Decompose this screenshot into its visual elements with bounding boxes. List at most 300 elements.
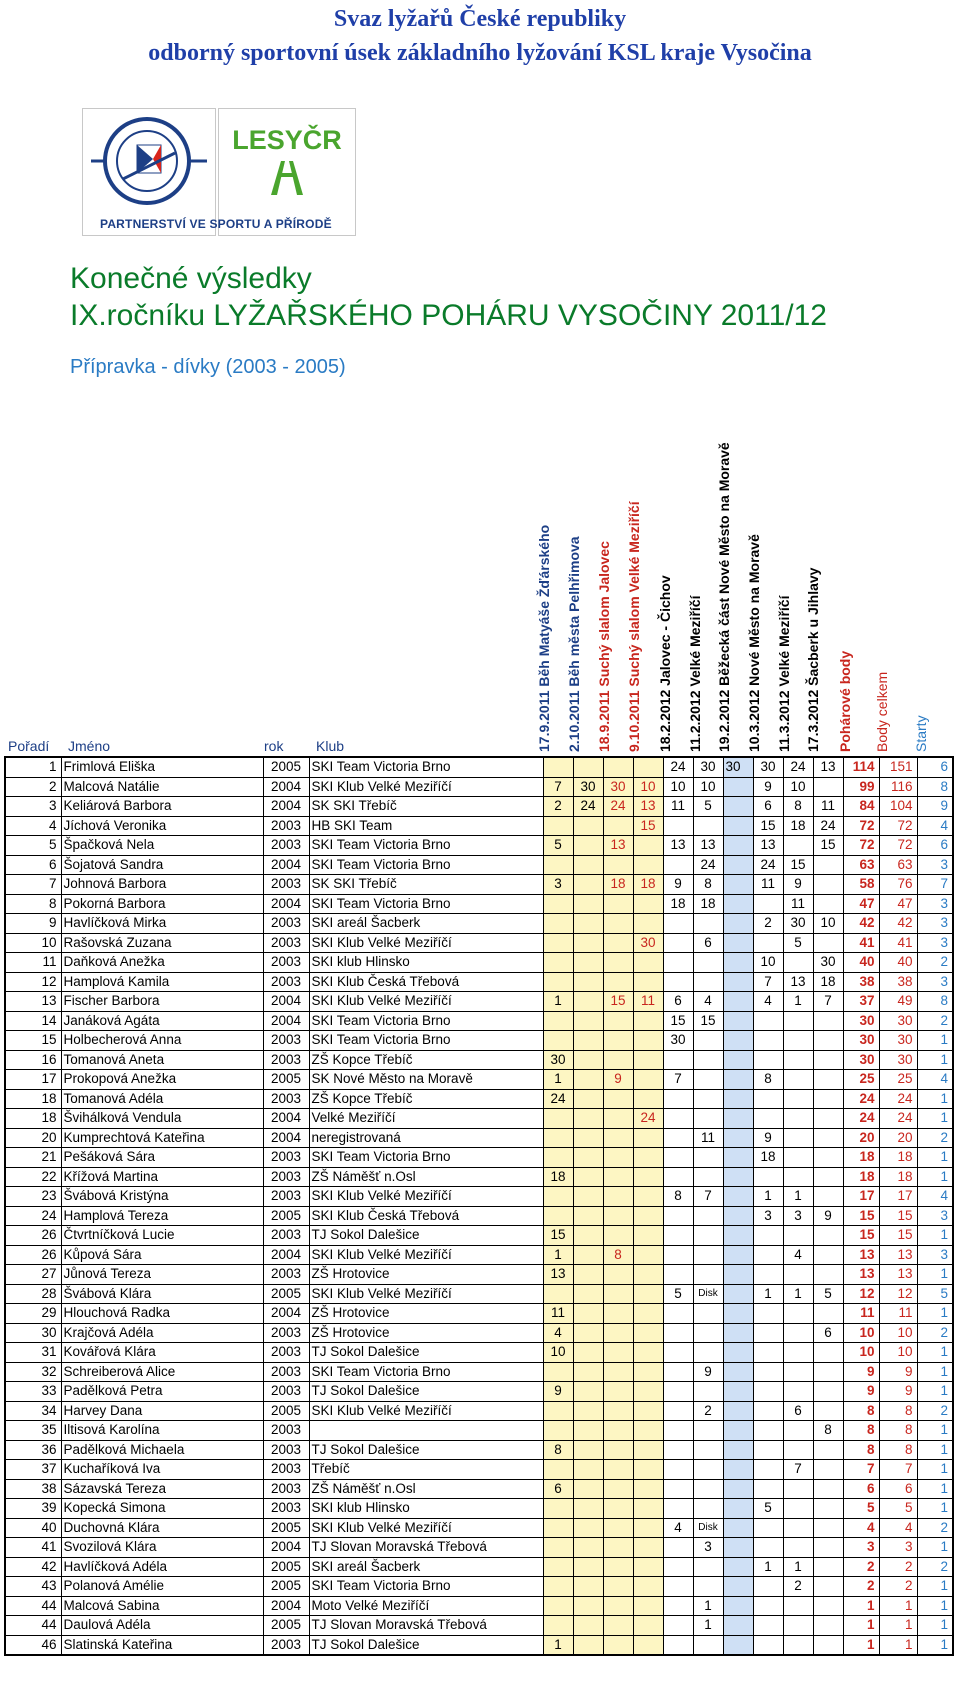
cell-total-points: 24 — [879, 1089, 917, 1109]
sls-emblem-icon — [83, 109, 215, 209]
cell-race-9: 7 — [783, 1460, 813, 1480]
cell-race-6: 10 — [693, 777, 723, 797]
table-row — [5, 1382, 953, 1402]
cell-rank: 6 — [5, 855, 61, 875]
cell-race-2 — [573, 816, 603, 836]
cell-starts: 1 — [917, 1089, 953, 1109]
cell-rank: 24 — [5, 1206, 61, 1226]
cell-race-10 — [813, 1382, 843, 1402]
cell-year: 2003 — [263, 933, 309, 953]
cell-race-2 — [573, 1304, 603, 1324]
cell-race-5: 7 — [663, 1070, 693, 1090]
cell-total-points: 1 — [879, 1635, 917, 1655]
cell-race-7 — [723, 933, 753, 953]
cell-race-5: 30 — [663, 1031, 693, 1051]
cell-race-8: 7 — [753, 972, 783, 992]
cell-race-5: 5 — [663, 1284, 693, 1304]
cell-year: 2003 — [263, 1031, 309, 1051]
cell-total-points: 104 — [879, 797, 917, 817]
cell-race-8: 3 — [753, 1206, 783, 1226]
cell-race-8 — [753, 1382, 783, 1402]
cell-club: ZŠ Hrotovice — [309, 1265, 543, 1285]
cell-race-3: 18 — [603, 875, 633, 895]
cell-club: ZŠ Hrotovice — [309, 1304, 543, 1324]
cell-race-10 — [813, 1245, 843, 1265]
cell-race-1: 4 — [543, 1323, 573, 1343]
cell-year: 2004 — [263, 1596, 309, 1616]
cell-race-2 — [573, 1460, 603, 1480]
cell-race-8 — [753, 894, 783, 914]
cell-race-6 — [693, 953, 723, 973]
cell-club: SKI Klub Velké Meziříčí — [309, 1284, 543, 1304]
cell-race-10 — [813, 1109, 843, 1129]
cell-race-6 — [693, 1089, 723, 1109]
cell-race-5 — [663, 1479, 693, 1499]
cell-cup-points: 15 — [843, 1206, 879, 1226]
cell-race-2 — [573, 1440, 603, 1460]
cell-race-1: 15 — [543, 1226, 573, 1246]
cell-rank: 7 — [5, 875, 61, 895]
cell-race-6 — [693, 914, 723, 934]
cell-club: TJ Sokol Dalešice — [309, 1635, 543, 1655]
cell-race-2 — [573, 855, 603, 875]
cell-race-3 — [603, 1148, 633, 1168]
cell-race-4 — [633, 1304, 663, 1324]
cell-race-7 — [723, 1479, 753, 1499]
cell-name: Šojatová Sandra — [61, 855, 263, 875]
cell-race-10 — [813, 1401, 843, 1421]
cell-race-2 — [573, 1499, 603, 1519]
cell-race-1 — [543, 816, 573, 836]
cell-race-6 — [693, 1577, 723, 1597]
cell-race-10: 5 — [813, 1284, 843, 1304]
cell-race-7 — [723, 855, 753, 875]
col-header-year: rok — [264, 738, 284, 754]
cell-race-6: 15 — [693, 1011, 723, 1031]
cell-race-1 — [543, 855, 573, 875]
cell-race-9 — [783, 1304, 813, 1324]
cell-total-points: 10 — [879, 1343, 917, 1363]
cell-name: Schreiberová Alice — [61, 1362, 263, 1382]
cell-race-5 — [663, 1362, 693, 1382]
cell-race-6: 1 — [693, 1596, 723, 1616]
cell-race-6 — [693, 1148, 723, 1168]
cell-race-1 — [543, 1187, 573, 1207]
cell-cup-points: 42 — [843, 914, 879, 934]
table-row — [5, 1499, 953, 1519]
results-table — [4, 756, 954, 1656]
cell-year: 2003 — [263, 1382, 309, 1402]
cell-race-3 — [603, 1440, 633, 1460]
cell-race-6: Disk — [693, 1518, 723, 1538]
cell-race-2 — [573, 894, 603, 914]
cell-cup-points: 2 — [843, 1557, 879, 1577]
cell-race-7 — [723, 1070, 753, 1090]
cell-rank: 20 — [5, 1128, 61, 1148]
cell-year: 2005 — [263, 757, 309, 777]
cell-starts: 3 — [917, 972, 953, 992]
table-row — [5, 1304, 953, 1324]
cell-race-9 — [783, 1382, 813, 1402]
cell-race-1 — [543, 1596, 573, 1616]
cell-race-5: 13 — [663, 836, 693, 856]
cell-starts: 1 — [917, 1343, 953, 1363]
cell-cup-points: 1 — [843, 1616, 879, 1636]
cell-rank: 36 — [5, 1440, 61, 1460]
cell-club: SKI Team Victoria Brno — [309, 836, 543, 856]
cell-starts: 7 — [917, 875, 953, 895]
cell-cup-points: 84 — [843, 797, 879, 817]
cell-race-9 — [783, 1518, 813, 1538]
cell-race-9 — [783, 1089, 813, 1109]
cell-race-6: 5 — [693, 797, 723, 817]
cell-starts: 1 — [917, 1499, 953, 1519]
cell-name: Švábová Klára — [61, 1284, 263, 1304]
cell-rank: 1 — [5, 757, 61, 777]
cell-race-1: 7 — [543, 777, 573, 797]
cell-race-7 — [723, 1635, 753, 1655]
cell-race-1: 8 — [543, 1440, 573, 1460]
cell-year: 2003 — [263, 1187, 309, 1207]
cell-race-1 — [543, 1518, 573, 1538]
cell-race-3 — [603, 1596, 633, 1616]
cell-club: neregistrovaná — [309, 1128, 543, 1148]
cell-race-6: 9 — [693, 1362, 723, 1382]
cell-club: SKI Klub Velké Meziříčí — [309, 1245, 543, 1265]
cell-race-7 — [723, 1421, 753, 1441]
cell-race-5 — [663, 1460, 693, 1480]
cell-race-1: 5 — [543, 836, 573, 856]
cell-rank: 41 — [5, 1538, 61, 1558]
cell-starts: 3 — [917, 1206, 953, 1226]
cell-rank: 34 — [5, 1401, 61, 1421]
cell-cup-points: 40 — [843, 953, 879, 973]
cell-race-6 — [693, 1635, 723, 1655]
cell-race-8 — [753, 1343, 783, 1363]
cell-name: Daulová Adéla — [61, 1616, 263, 1636]
cell-race-6 — [693, 1557, 723, 1577]
cell-race-6 — [693, 1265, 723, 1285]
cell-race-4 — [633, 1011, 663, 1031]
cell-total-points: 3 — [879, 1538, 917, 1558]
cell-year: 2003 — [263, 972, 309, 992]
cell-race-1 — [543, 1148, 573, 1168]
cell-race-2 — [573, 1557, 603, 1577]
cell-race-10: 24 — [813, 816, 843, 836]
cell-race-9: 1 — [783, 1284, 813, 1304]
cell-club: SKI klub Hlinsko — [309, 953, 543, 973]
cell-race-10 — [813, 1304, 843, 1324]
cell-race-2 — [573, 1616, 603, 1636]
cell-name: Jíchová Veronika — [61, 816, 263, 836]
cell-race-2 — [573, 1596, 603, 1616]
cell-race-8 — [753, 1421, 783, 1441]
cell-race-1 — [543, 1109, 573, 1129]
cell-total-points: 7 — [879, 1460, 917, 1480]
cell-year: 2004 — [263, 1245, 309, 1265]
cell-cup-points: 15 — [843, 1226, 879, 1246]
cell-total-points: 42 — [879, 914, 917, 934]
cell-race-9 — [783, 953, 813, 973]
cell-rank: 3 — [5, 797, 61, 817]
cell-race-9 — [783, 1148, 813, 1168]
cell-race-9 — [783, 1323, 813, 1343]
cell-race-6 — [693, 1245, 723, 1265]
cell-race-2 — [573, 1577, 603, 1597]
cell-name: Krajčová Adéla — [61, 1323, 263, 1343]
cell-race-1 — [543, 1499, 573, 1519]
cell-race-6 — [693, 1499, 723, 1519]
cell-race-10 — [813, 1070, 843, 1090]
cell-club: SKI Team Victoria Brno — [309, 855, 543, 875]
cell-race-8 — [753, 1362, 783, 1382]
cell-race-3 — [603, 1323, 633, 1343]
table-row — [5, 1245, 953, 1265]
cell-race-8 — [753, 1479, 783, 1499]
cell-race-1: 1 — [543, 992, 573, 1012]
cell-total-points: 17 — [879, 1187, 917, 1207]
cell-race-10 — [813, 1557, 843, 1577]
cell-race-4 — [633, 1499, 663, 1519]
cell-race-8 — [753, 1323, 783, 1343]
cell-starts: 1 — [917, 1460, 953, 1480]
cell-race-5 — [663, 1557, 693, 1577]
cell-race-9 — [783, 1538, 813, 1558]
cell-name: Tomanová Adéla — [61, 1089, 263, 1109]
cell-race-1: 2 — [543, 797, 573, 817]
cell-race-4 — [633, 1343, 663, 1363]
cell-cup-points: 30 — [843, 1031, 879, 1051]
table-row — [5, 1616, 953, 1636]
cell-race-1: 30 — [543, 1050, 573, 1070]
cell-race-3 — [603, 1031, 633, 1051]
cell-year: 2005 — [263, 1206, 309, 1226]
cell-race-6: 18 — [693, 894, 723, 914]
cell-race-9 — [783, 1499, 813, 1519]
cell-race-8 — [753, 1265, 783, 1285]
cell-race-9 — [783, 1050, 813, 1070]
cell-starts: 1 — [917, 1148, 953, 1168]
cell-rank: 26 — [5, 1245, 61, 1265]
cell-cup-points: 13 — [843, 1245, 879, 1265]
cell-race-7 — [723, 1050, 753, 1070]
cell-year: 2005 — [263, 1518, 309, 1538]
cell-race-8: 11 — [753, 875, 783, 895]
cell-race-4 — [633, 1167, 663, 1187]
cell-rank: 4 — [5, 816, 61, 836]
cell-race-6: 30 — [693, 757, 723, 777]
cell-starts: 6 — [917, 836, 953, 856]
cell-race-2 — [573, 836, 603, 856]
cell-race-1 — [543, 1421, 573, 1441]
cell-cup-points: 3 — [843, 1538, 879, 1558]
cell-total-points: 13 — [879, 1265, 917, 1285]
cell-race-8: 1 — [753, 1557, 783, 1577]
cell-race-10 — [813, 875, 843, 895]
cell-race-1 — [543, 894, 573, 914]
cell-year: 2004 — [263, 1304, 309, 1324]
cell-race-10 — [813, 1167, 843, 1187]
cell-race-5 — [663, 953, 693, 973]
cell-race-2 — [573, 1479, 603, 1499]
cell-starts: 1 — [917, 1421, 953, 1441]
cell-total-points: 30 — [879, 1031, 917, 1051]
cell-race-8: 1 — [753, 1187, 783, 1207]
cell-name: Špačková Nela — [61, 836, 263, 856]
cell-race-9: 5 — [783, 933, 813, 953]
cell-race-4 — [633, 1460, 663, 1480]
cell-total-points: 1 — [879, 1616, 917, 1636]
cell-race-4 — [633, 757, 663, 777]
results-title: Konečné výsledky — [70, 262, 312, 295]
cell-race-8 — [753, 1538, 783, 1558]
cell-race-3: 9 — [603, 1070, 633, 1090]
cell-race-2 — [573, 757, 603, 777]
cell-year: 2004 — [263, 1011, 309, 1031]
cell-cup-points: 10 — [843, 1323, 879, 1343]
cell-year: 2003 — [263, 875, 309, 895]
cell-club: SKI Team Victoria Brno — [309, 1011, 543, 1031]
cell-name: Hamplová Kamila — [61, 972, 263, 992]
cell-rank: 44 — [5, 1616, 61, 1636]
cell-year: 2005 — [263, 1284, 309, 1304]
org-title-line2: odborný sportovní úsek základního lyžování KSL kraje Vysočina — [148, 40, 812, 66]
cell-rank: 23 — [5, 1187, 61, 1207]
table-row — [5, 1050, 953, 1070]
cell-starts: 1 — [917, 1577, 953, 1597]
cell-race-5 — [663, 1265, 693, 1285]
cell-rank: 5 — [5, 836, 61, 856]
cell-starts: 1 — [917, 1031, 953, 1051]
cell-club: TJ Sokol Dalešice — [309, 1440, 543, 1460]
cell-race-7 — [723, 1031, 753, 1051]
cell-race-7 — [723, 1128, 753, 1148]
cell-race-4 — [633, 1265, 663, 1285]
cell-race-5 — [663, 1616, 693, 1636]
cell-cup-points: 30 — [843, 1050, 879, 1070]
cell-race-10 — [813, 1265, 843, 1285]
cell-race-3 — [603, 894, 633, 914]
cell-starts: 1 — [917, 1382, 953, 1402]
cell-club: SKI Klub Velké Meziříčí — [309, 992, 543, 1012]
cell-total-points: 38 — [879, 972, 917, 992]
cell-race-5: 18 — [663, 894, 693, 914]
cell-race-9 — [783, 1070, 813, 1090]
cell-starts: 1 — [917, 1616, 953, 1636]
cell-race-1 — [543, 1206, 573, 1226]
cell-starts: 1 — [917, 1635, 953, 1655]
cell-race-7 — [723, 836, 753, 856]
cell-race-8 — [753, 1460, 783, 1480]
cell-race-1: 10 — [543, 1343, 573, 1363]
col-header-name: Jméno — [68, 738, 111, 754]
cell-race-6 — [693, 1226, 723, 1246]
cell-name: Jůnová Tereza — [61, 1265, 263, 1285]
cell-race-4 — [633, 855, 663, 875]
cell-race-10 — [813, 1479, 843, 1499]
cell-total-points: 63 — [879, 855, 917, 875]
cell-race-7 — [723, 1011, 753, 1031]
cell-year: 2003 — [263, 914, 309, 934]
cell-race-4 — [633, 894, 663, 914]
cell-year: 2005 — [263, 1616, 309, 1636]
cell-race-8 — [753, 1226, 783, 1246]
cell-race-7 — [723, 1167, 753, 1187]
table-row — [5, 797, 953, 817]
cell-race-8: 15 — [753, 816, 783, 836]
cell-total-points: 47 — [879, 894, 917, 914]
cell-race-10: 11 — [813, 797, 843, 817]
cell-race-5: 9 — [663, 875, 693, 895]
cell-name: Iltisová Karolína — [61, 1421, 263, 1441]
cell-race-1: 3 — [543, 875, 573, 895]
cell-race-2 — [573, 1323, 603, 1343]
cell-race-2 — [573, 1011, 603, 1031]
cell-race-7 — [723, 894, 753, 914]
table-row — [5, 1011, 953, 1031]
cell-race-8 — [753, 933, 783, 953]
cell-race-8 — [753, 1011, 783, 1031]
cell-name: Havlíčková Mirka — [61, 914, 263, 934]
cell-cup-points: 5 — [843, 1499, 879, 1519]
cell-club: SKI areál Šacberk — [309, 1557, 543, 1577]
cell-race-5: 10 — [663, 777, 693, 797]
cell-race-4 — [633, 1128, 663, 1148]
cell-race-5 — [663, 1245, 693, 1265]
cell-race-4 — [633, 1284, 663, 1304]
cell-race-3 — [603, 1109, 633, 1129]
cell-race-4 — [633, 1245, 663, 1265]
cell-club: Moto Velké Meziříčí — [309, 1596, 543, 1616]
cell-race-9 — [783, 1343, 813, 1363]
cell-total-points: 9 — [879, 1362, 917, 1382]
cell-race-1 — [543, 1460, 573, 1480]
cell-race-3 — [603, 1050, 633, 1070]
cell-race-9: 18 — [783, 816, 813, 836]
cell-year: 2005 — [263, 1070, 309, 1090]
cell-race-5: 8 — [663, 1187, 693, 1207]
cell-race-5 — [663, 855, 693, 875]
cell-name: Padělková Petra — [61, 1382, 263, 1402]
cell-race-3 — [603, 1557, 633, 1577]
cell-rank: 16 — [5, 1050, 61, 1070]
cell-race-7 — [723, 1323, 753, 1343]
cell-race-4 — [633, 1479, 663, 1499]
cell-race-10: 8 — [813, 1421, 843, 1441]
table-row — [5, 1421, 953, 1441]
cell-race-1: 11 — [543, 1304, 573, 1324]
table-row — [5, 1538, 953, 1558]
cell-race-5 — [663, 1401, 693, 1421]
lesy-cr-emblem-icon — [219, 109, 355, 209]
cell-name: Malcová Natálie — [61, 777, 263, 797]
cell-race-4 — [633, 972, 663, 992]
cell-total-points: 41 — [879, 933, 917, 953]
table-row — [5, 1089, 953, 1109]
cell-race-1 — [543, 1031, 573, 1051]
cell-race-10 — [813, 1089, 843, 1109]
cell-year: 2004 — [263, 1538, 309, 1558]
cell-race-5 — [663, 972, 693, 992]
cell-race-5 — [663, 914, 693, 934]
cell-race-7 — [723, 914, 753, 934]
cell-race-2 — [573, 1401, 603, 1421]
cell-name: Kumprechtová Kateřina — [61, 1128, 263, 1148]
cell-race-4: 15 — [633, 816, 663, 836]
cell-name: Duchovná Klára — [61, 1518, 263, 1538]
cell-year: 2005 — [263, 1557, 309, 1577]
cell-starts: 8 — [917, 777, 953, 797]
